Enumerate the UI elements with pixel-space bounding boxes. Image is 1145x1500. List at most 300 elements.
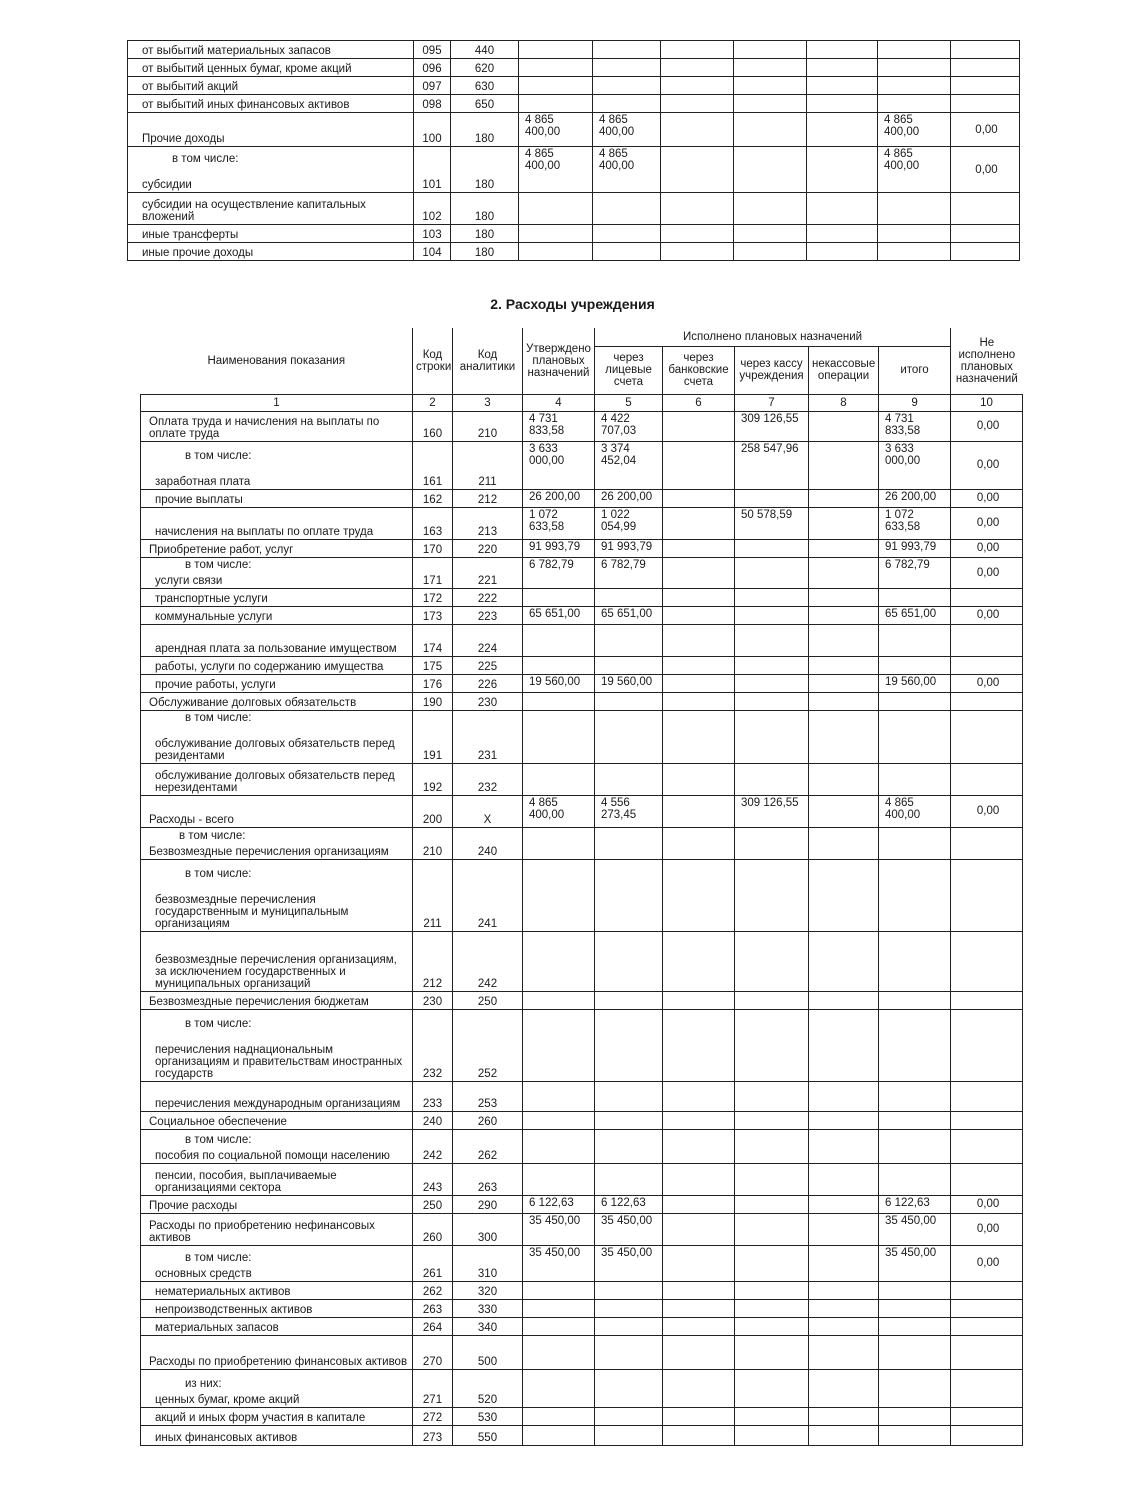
cell-unfulfilled bbox=[951, 1163, 1023, 1195]
header-bank: через банковские счета bbox=[663, 346, 735, 394]
row-name-cell bbox=[141, 1213, 413, 1245]
row-name: Безвозмездные перечисления организациям bbox=[149, 845, 389, 858]
col-num: 6 bbox=[663, 394, 735, 411]
cell-total: 4 865 400,00 bbox=[878, 113, 951, 147]
cell-unfulfilled: 0,00 bbox=[951, 606, 1023, 624]
cell-code: 103 bbox=[414, 225, 451, 243]
cell-total bbox=[879, 1425, 951, 1445]
row-sublabel: из них: bbox=[185, 1377, 222, 1390]
cell-bank bbox=[663, 692, 735, 710]
cell-bank bbox=[663, 441, 735, 489]
cell-approved: 4 731 833,58 bbox=[523, 411, 595, 441]
cell-approved bbox=[523, 1281, 595, 1299]
cell-bank bbox=[663, 557, 735, 588]
cell-cash bbox=[735, 1111, 809, 1129]
cell-bank bbox=[661, 59, 734, 77]
cell-accounts bbox=[593, 41, 661, 59]
cell-bank bbox=[663, 1213, 735, 1245]
cell-code: 172 bbox=[413, 588, 453, 606]
cell-accounts bbox=[595, 1163, 663, 1195]
cell-accounts bbox=[595, 859, 663, 931]
cell-code: 190 bbox=[413, 692, 453, 710]
cell-unfulfilled bbox=[951, 1299, 1023, 1317]
cell-cash bbox=[735, 692, 809, 710]
cell-analytics: 222 bbox=[453, 588, 523, 606]
cell-noncash bbox=[809, 991, 879, 1009]
cell-code: 192 bbox=[413, 763, 453, 795]
cell-approved: 4 865 400,00 bbox=[519, 147, 593, 193]
cell-unfulfilled bbox=[951, 827, 1023, 859]
cell-total bbox=[878, 95, 951, 113]
table-row bbox=[141, 1299, 1023, 1317]
cell-code: 174 bbox=[413, 624, 453, 656]
cell-total: 3 633 000,00 bbox=[879, 441, 951, 489]
row-sublabel: в том числе: bbox=[172, 153, 239, 165]
table-row bbox=[141, 1281, 1023, 1299]
cell-bank bbox=[663, 1163, 735, 1195]
cell-noncash bbox=[809, 692, 879, 710]
cell-approved: 3 633 000,00 bbox=[523, 441, 595, 489]
cell-code: 162 bbox=[413, 489, 453, 507]
col-num: 9 bbox=[879, 394, 951, 411]
table-row bbox=[141, 1111, 1023, 1129]
cell-analytics: 226 bbox=[453, 674, 523, 692]
table-row bbox=[141, 795, 1023, 827]
cell-cash bbox=[735, 1335, 809, 1369]
table-row bbox=[141, 1369, 1023, 1407]
row-sublabel: в том числе: bbox=[185, 1251, 252, 1264]
cell-noncash bbox=[809, 1213, 879, 1245]
cell-cash bbox=[734, 95, 807, 113]
row-name-cell bbox=[141, 411, 413, 441]
cell-code: 250 bbox=[413, 1195, 453, 1213]
cell-noncash bbox=[809, 1299, 879, 1317]
cell-cash bbox=[735, 931, 809, 991]
cell-approved: 4 865 400,00 bbox=[523, 795, 595, 827]
cell-total bbox=[879, 1407, 951, 1425]
cell-accounts bbox=[595, 710, 663, 763]
cell-approved bbox=[523, 1335, 595, 1369]
row-name-cell bbox=[141, 763, 413, 795]
col-num: 7 bbox=[735, 394, 809, 411]
cell-bank bbox=[663, 1369, 735, 1407]
table-row bbox=[128, 59, 1020, 77]
row-name: от выбытий иных финансовых активов bbox=[142, 99, 350, 111]
cell-accounts: 65 651,00 bbox=[595, 606, 663, 624]
cell-accounts bbox=[595, 1369, 663, 1407]
cell-approved: 6 122,63 bbox=[523, 1195, 595, 1213]
cell-total bbox=[878, 225, 951, 243]
row-name-cell bbox=[141, 1425, 413, 1445]
cell-cash bbox=[735, 539, 809, 557]
cell-code: 173 bbox=[413, 606, 453, 624]
row-name-cell bbox=[141, 539, 413, 557]
cell-accounts bbox=[595, 588, 663, 606]
table-row bbox=[141, 624, 1023, 656]
cell-unfulfilled: 0,00 bbox=[951, 1245, 1023, 1281]
header-total: итого bbox=[879, 346, 951, 394]
expenses-header bbox=[141, 328, 1023, 394]
row-name: услуги связи bbox=[155, 574, 223, 587]
cell-unfulfilled bbox=[951, 225, 1020, 243]
cell-noncash bbox=[809, 624, 879, 656]
cell-approved bbox=[523, 859, 595, 931]
cell-cash bbox=[734, 243, 807, 261]
cell-bank bbox=[661, 193, 734, 225]
cell-analytics: 180 bbox=[451, 193, 519, 225]
table-row bbox=[141, 507, 1023, 539]
cell-noncash bbox=[809, 539, 879, 557]
cell-noncash bbox=[809, 1407, 879, 1425]
cell-analytics: 252 bbox=[453, 1009, 523, 1081]
table-row bbox=[141, 859, 1023, 931]
row-name-cell bbox=[141, 710, 413, 763]
col-num: 10 bbox=[951, 394, 1023, 411]
cell-analytics: 220 bbox=[453, 539, 523, 557]
table-row bbox=[141, 1213, 1023, 1245]
cell-code: 230 bbox=[413, 991, 453, 1009]
cell-accounts bbox=[595, 1407, 663, 1425]
cell-unfulfilled bbox=[951, 1335, 1023, 1369]
row-name: транспортные услуги bbox=[155, 592, 268, 605]
row-name: Расходы по приобретению финансовых активов bbox=[149, 1355, 408, 1368]
table-row bbox=[141, 1245, 1023, 1281]
row-sublabel: в том числе: bbox=[185, 711, 252, 724]
cell-analytics: 241 bbox=[453, 859, 523, 931]
row-name-cell bbox=[128, 41, 414, 59]
cell-analytics: 180 bbox=[451, 147, 519, 193]
cell-accounts: 19 560,00 bbox=[595, 674, 663, 692]
cell-code: 191 bbox=[413, 710, 453, 763]
cell-approved bbox=[523, 588, 595, 606]
col-num: 1 bbox=[141, 394, 413, 411]
col-num: 3 bbox=[453, 394, 523, 411]
row-name-cell bbox=[128, 147, 414, 193]
table-row bbox=[141, 1081, 1023, 1111]
table-row bbox=[128, 41, 1020, 59]
cell-bank bbox=[663, 1009, 735, 1081]
row-name: нематериальных активов bbox=[155, 1285, 291, 1298]
row-name: прочие выплаты bbox=[155, 493, 243, 506]
cell-total bbox=[879, 656, 951, 674]
cell-bank bbox=[663, 991, 735, 1009]
row-name-cell bbox=[141, 1163, 413, 1195]
cell-unfulfilled bbox=[951, 243, 1020, 261]
cell-bank bbox=[663, 624, 735, 656]
cell-noncash bbox=[809, 441, 879, 489]
cell-accounts: 6 122,63 bbox=[595, 1195, 663, 1213]
cell-approved bbox=[523, 931, 595, 991]
cell-code: 102 bbox=[414, 193, 451, 225]
cell-cash: 309 126,55 bbox=[735, 411, 809, 441]
cell-total: 4 731 833,58 bbox=[879, 411, 951, 441]
table-row bbox=[141, 991, 1023, 1009]
row-name: арендная плата за пользование имуществом bbox=[155, 642, 397, 655]
cell-noncash bbox=[809, 489, 879, 507]
cell-total: 1 072 633,58 bbox=[879, 507, 951, 539]
table-row bbox=[141, 827, 1023, 859]
row-name-cell bbox=[128, 59, 414, 77]
cell-bank bbox=[663, 1111, 735, 1129]
row-name-cell bbox=[128, 193, 414, 225]
cell-bank bbox=[661, 113, 734, 147]
table-row bbox=[141, 1425, 1023, 1445]
cell-noncash bbox=[807, 59, 878, 77]
cell-bank bbox=[663, 1317, 735, 1335]
cell-approved bbox=[523, 1081, 595, 1111]
cell-bank bbox=[663, 674, 735, 692]
cell-code: 200 bbox=[413, 795, 453, 827]
table-row bbox=[141, 557, 1023, 588]
cell-total: 35 450,00 bbox=[879, 1213, 951, 1245]
cell-approved bbox=[523, 991, 595, 1009]
cell-noncash bbox=[809, 1111, 879, 1129]
cell-accounts: 35 450,00 bbox=[595, 1245, 663, 1281]
row-name: Безвозмездные перечисления бюджетам bbox=[149, 995, 369, 1008]
cell-bank bbox=[663, 1299, 735, 1317]
cell-unfulfilled bbox=[951, 41, 1020, 59]
cell-approved: 65 651,00 bbox=[523, 606, 595, 624]
cell-approved bbox=[519, 41, 593, 59]
table-row bbox=[141, 489, 1023, 507]
row-name-cell bbox=[141, 1281, 413, 1299]
cell-total: 4 865 400,00 bbox=[878, 147, 951, 193]
cell-total bbox=[879, 827, 951, 859]
cell-analytics: 530 bbox=[453, 1407, 523, 1425]
cell-approved bbox=[519, 193, 593, 225]
row-name-cell bbox=[141, 1111, 413, 1129]
cell-cash: 309 126,55 bbox=[735, 795, 809, 827]
cell-code: 210 bbox=[413, 827, 453, 859]
cell-unfulfilled bbox=[951, 77, 1020, 95]
cell-bank bbox=[663, 507, 735, 539]
cell-analytics: 263 bbox=[453, 1163, 523, 1195]
cell-cash: 50 578,59 bbox=[735, 507, 809, 539]
cell-unfulfilled: 0,00 bbox=[951, 147, 1020, 193]
row-name: от выбытий ценных бумаг, кроме акций bbox=[142, 63, 352, 75]
row-name: безвозмездные перечисления организациям, за исключением государственных и муниципальных организаций bbox=[155, 953, 397, 990]
header-cash: через кассу учреждения bbox=[735, 346, 809, 394]
cell-code: 242 bbox=[413, 1129, 453, 1163]
cell-total bbox=[879, 1369, 951, 1407]
table-row bbox=[141, 1163, 1023, 1195]
cell-accounts: 26 200,00 bbox=[595, 489, 663, 507]
cell-accounts: 6 782,79 bbox=[595, 557, 663, 588]
cell-total bbox=[879, 763, 951, 795]
row-name: иные трансферты bbox=[142, 229, 239, 241]
cell-unfulfilled: 0,00 bbox=[951, 1195, 1023, 1213]
cell-code: 098 bbox=[414, 95, 451, 113]
cell-cash bbox=[735, 674, 809, 692]
cell-code: 095 bbox=[414, 41, 451, 59]
cell-analytics: 232 bbox=[453, 763, 523, 795]
row-sublabel: в том числе: bbox=[185, 558, 252, 571]
cell-bank bbox=[663, 931, 735, 991]
cell-analytics: 260 bbox=[453, 1111, 523, 1129]
cell-cash bbox=[735, 557, 809, 588]
row-name-cell bbox=[141, 692, 413, 710]
row-name: иных финансовых активов bbox=[155, 1431, 298, 1444]
row-name: перечисления наднациональным организациям и правительствам иностранных государств bbox=[155, 1043, 403, 1080]
row-name: прочие работы, услуги bbox=[155, 678, 276, 691]
cell-total: 4 865 400,00 bbox=[879, 795, 951, 827]
cell-cash bbox=[735, 710, 809, 763]
table-row bbox=[141, 1335, 1023, 1369]
expenses-rows bbox=[141, 394, 1023, 1445]
cell-total bbox=[878, 41, 951, 59]
cell-cash bbox=[735, 1129, 809, 1163]
table-row bbox=[128, 113, 1020, 147]
cell-code: 097 bbox=[414, 77, 451, 95]
cell-bank bbox=[663, 859, 735, 931]
cell-noncash bbox=[809, 827, 879, 859]
cell-noncash bbox=[809, 1317, 879, 1335]
cell-analytics: 180 bbox=[451, 113, 519, 147]
row-name: субсидии bbox=[142, 179, 192, 191]
table-row bbox=[128, 243, 1020, 261]
cell-total: 6 122,63 bbox=[879, 1195, 951, 1213]
row-sublabel: в том числе: bbox=[185, 867, 252, 880]
cell-cash bbox=[735, 1425, 809, 1445]
cell-noncash bbox=[809, 1425, 879, 1445]
cell-accounts: 4 865 400,00 bbox=[593, 147, 661, 193]
cell-unfulfilled: 0,00 bbox=[951, 674, 1023, 692]
table-row bbox=[141, 674, 1023, 692]
cell-code: 163 bbox=[413, 507, 453, 539]
row-name: Приобретение работ, услуг bbox=[149, 543, 294, 556]
row-name-cell bbox=[141, 1195, 413, 1213]
cell-analytics: 630 bbox=[451, 77, 519, 95]
cell-noncash bbox=[809, 1163, 879, 1195]
cell-total: 26 200,00 bbox=[879, 489, 951, 507]
cell-bank bbox=[663, 489, 735, 507]
cell-approved: 35 450,00 bbox=[523, 1245, 595, 1281]
row-name-cell bbox=[141, 606, 413, 624]
cell-analytics: 310 bbox=[453, 1245, 523, 1281]
cell-bank bbox=[661, 95, 734, 113]
row-name: непроизводственных активов bbox=[155, 1303, 313, 1316]
table-row bbox=[141, 1195, 1023, 1213]
cell-bank bbox=[663, 1407, 735, 1425]
cell-cash bbox=[735, 588, 809, 606]
cell-cash bbox=[734, 41, 807, 59]
row-name-cell bbox=[141, 931, 413, 991]
cell-analytics: 211 bbox=[453, 441, 523, 489]
cell-analytics: 340 bbox=[453, 1317, 523, 1335]
table-row bbox=[141, 1317, 1023, 1335]
cell-code: 175 bbox=[413, 656, 453, 674]
cell-unfulfilled bbox=[951, 1317, 1023, 1335]
cell-cash bbox=[735, 606, 809, 624]
row-name: начисления на выплаты по оплате труда bbox=[155, 525, 374, 538]
cell-accounts bbox=[595, 1009, 663, 1081]
cell-code: 240 bbox=[413, 1111, 453, 1129]
cell-total: 19 560,00 bbox=[879, 674, 951, 692]
cell-bank bbox=[663, 1425, 735, 1445]
cell-accounts bbox=[595, 1129, 663, 1163]
cell-noncash bbox=[809, 1335, 879, 1369]
cell-total bbox=[878, 243, 951, 261]
row-name-cell bbox=[141, 1009, 413, 1081]
row-name: Прочие доходы bbox=[142, 133, 225, 145]
col-num: 4 bbox=[523, 394, 595, 411]
cell-bank bbox=[663, 1335, 735, 1369]
table-row bbox=[141, 1407, 1023, 1425]
cell-accounts: 91 993,79 bbox=[595, 539, 663, 557]
cell-code: 176 bbox=[413, 674, 453, 692]
cell-cash bbox=[734, 77, 807, 95]
row-name: Обслуживание долговых обязательств bbox=[149, 696, 357, 709]
row-name: Расходы - всего bbox=[149, 813, 234, 826]
row-name-cell bbox=[141, 1129, 413, 1163]
cell-total bbox=[879, 1009, 951, 1081]
cell-unfulfilled bbox=[951, 59, 1020, 77]
cell-accounts: 3 374 452,04 bbox=[595, 441, 663, 489]
cell-code: 232 bbox=[413, 1009, 453, 1081]
cell-cash bbox=[735, 1369, 809, 1407]
row-name: от выбытий материальных запасов bbox=[142, 45, 331, 57]
cell-accounts bbox=[595, 692, 663, 710]
cell-code: 260 bbox=[413, 1213, 453, 1245]
cell-bank bbox=[663, 1245, 735, 1281]
cell-analytics: 223 bbox=[453, 606, 523, 624]
row-name: от выбытий акций bbox=[142, 81, 239, 93]
cell-total bbox=[879, 1335, 951, 1369]
cell-accounts bbox=[593, 225, 661, 243]
cell-approved bbox=[523, 1299, 595, 1317]
row-name-cell bbox=[128, 225, 414, 243]
cell-analytics: 221 bbox=[453, 557, 523, 588]
cell-unfulfilled bbox=[951, 1407, 1023, 1425]
cell-unfulfilled: 0,00 bbox=[951, 441, 1023, 489]
cell-unfulfilled bbox=[951, 1281, 1023, 1299]
row-sublabel: в том числе: bbox=[185, 449, 252, 462]
cell-accounts bbox=[595, 1425, 663, 1445]
cell-bank bbox=[663, 1281, 735, 1299]
row-name-cell bbox=[141, 624, 413, 656]
cell-code: 261 bbox=[413, 1245, 453, 1281]
cell-approved bbox=[523, 1009, 595, 1081]
row-name: основных средств bbox=[155, 1267, 252, 1280]
cell-noncash bbox=[807, 113, 878, 147]
row-name: субсидии на осуществление капитальных вложений bbox=[142, 199, 366, 223]
cell-cash bbox=[734, 147, 807, 193]
cell-analytics: 213 bbox=[453, 507, 523, 539]
cell-analytics: 550 bbox=[453, 1425, 523, 1445]
cell-accounts bbox=[595, 1299, 663, 1317]
cell-accounts bbox=[595, 1335, 663, 1369]
cell-approved bbox=[523, 1163, 595, 1195]
cell-cash bbox=[735, 827, 809, 859]
cell-analytics: 440 bbox=[451, 41, 519, 59]
cell-accounts bbox=[595, 991, 663, 1009]
row-name: коммунальные услуги bbox=[155, 610, 273, 623]
row-name: Социальное обеспечение bbox=[149, 1115, 287, 1128]
table-row bbox=[128, 95, 1020, 113]
cell-bank bbox=[663, 588, 735, 606]
cell-accounts bbox=[595, 1081, 663, 1111]
row-name: Расходы по приобретению нефинансовых активов bbox=[149, 1219, 375, 1244]
cell-analytics: 231 bbox=[453, 710, 523, 763]
cell-cash bbox=[735, 991, 809, 1009]
cell-cash bbox=[735, 1281, 809, 1299]
cell-accounts: 4 556 273,45 bbox=[595, 795, 663, 827]
cell-noncash bbox=[809, 411, 879, 441]
cell-analytics: 650 bbox=[451, 95, 519, 113]
cell-approved bbox=[523, 827, 595, 859]
cell-bank bbox=[663, 1195, 735, 1213]
row-name-cell bbox=[128, 77, 414, 95]
